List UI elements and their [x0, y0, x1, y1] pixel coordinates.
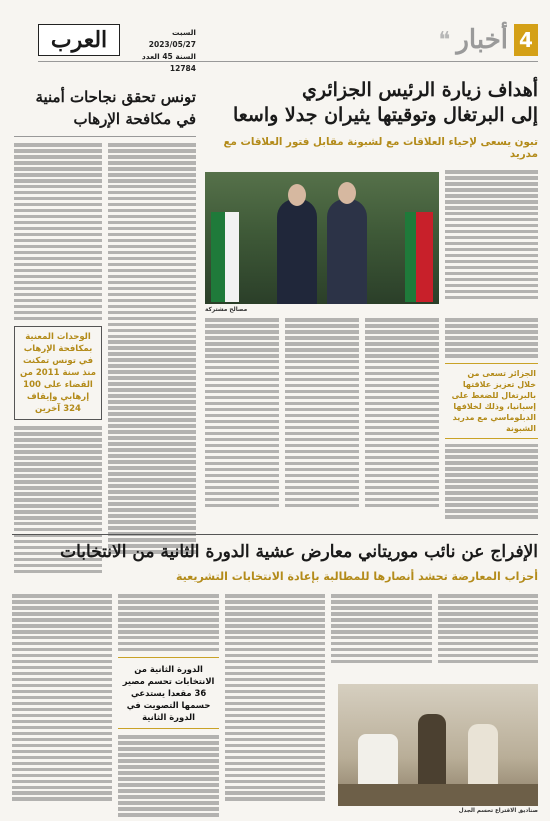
- main-headline-line1: أهداف زيارة الرئيس الجزائري: [301, 79, 538, 101]
- section-name: أخبار: [456, 25, 508, 55]
- section-number: 4: [514, 24, 538, 56]
- main-photo: [205, 172, 439, 304]
- algeria-flag: [211, 212, 239, 302]
- side-text-column-2: [14, 143, 102, 573]
- main-text-column-2: [365, 318, 439, 507]
- issue-number: السنة 45 العدد 12784: [141, 52, 196, 73]
- table-surface: [338, 784, 538, 806]
- portugal-flag: [405, 212, 433, 302]
- main-text-column-3: [285, 318, 359, 507]
- voter-figure: [418, 714, 446, 794]
- second-subheadline: أحزاب المعارضة تحشد أنصارها للمطالبة بإعادة الانتخابات التشريعية: [175, 570, 538, 583]
- divider: [14, 136, 196, 137]
- side-headline: تونس تحقق نجاحات أمنية في مكافحة الإرهاب: [35, 88, 196, 128]
- page-header: [38, 22, 538, 73]
- side-text-column: [108, 143, 196, 573]
- second-text-column-5: [12, 594, 112, 817]
- quote-icon: ❝: [438, 27, 451, 53]
- second-highlight-box: الدورة الثانية من الانتخابات تحسم مصير 36 مقعدا يستدعي حسمها التصويت في الدورة الثانية: [118, 657, 218, 729]
- side-highlight-box: [14, 326, 102, 420]
- side-highlight-text: الوحدات المعنية بمكافحة الإرهاب في تونس تمكنت منذ سنة 2011 من القضاء على 100 إرهابي وإيقاف 324 آخرين: [19, 332, 97, 415]
- main-text-columns: [205, 318, 439, 507]
- second-text-column-4: [118, 594, 218, 817]
- person-right: [327, 199, 367, 304]
- second-headline: الإفراج عن نائب موريتاني معارض عشية الدورة الثانية من الانتخابات: [60, 542, 538, 562]
- person-left: [277, 199, 317, 304]
- person-left-head: [288, 184, 306, 206]
- main-subheadline: تبون يسعى لإحياء العلاقات مع لشبونة مقابل فتور العلاقات مع مدريد: [223, 136, 538, 160]
- main-headline-line2: إلى البرتغال وتوقيتها يثيران جدلا واسعا: [232, 104, 538, 126]
- story-divider: [12, 534, 538, 535]
- main-highlight-box: الجزائر تسعى من خلال تعزيز علاقتها بالبرتغال للضغط على إسبانيا، وذلك لخلافها الدبلوماسي مع مدريد الشبونة: [445, 363, 538, 439]
- main-photo-caption: مصالح مشتركة: [205, 307, 248, 313]
- second-text-column-3: [225, 594, 325, 817]
- side-columns: [14, 143, 196, 573]
- second-photo-caption: صناديق الاقتراع تحسم الجدل: [458, 808, 538, 814]
- newspaper-logo: العرب: [38, 24, 120, 56]
- side-story: [14, 86, 196, 573]
- main-text-column-1: [445, 170, 538, 299]
- section-label: [439, 24, 538, 56]
- main-headline: [205, 78, 538, 128]
- main-text-column-4: [205, 318, 279, 507]
- person-right-head: [338, 182, 356, 204]
- main-text-column-1b: [445, 318, 538, 519]
- issue-date: السبت 2023/05/27: [148, 28, 196, 49]
- issue-info: [126, 27, 196, 75]
- second-photo: [338, 684, 538, 806]
